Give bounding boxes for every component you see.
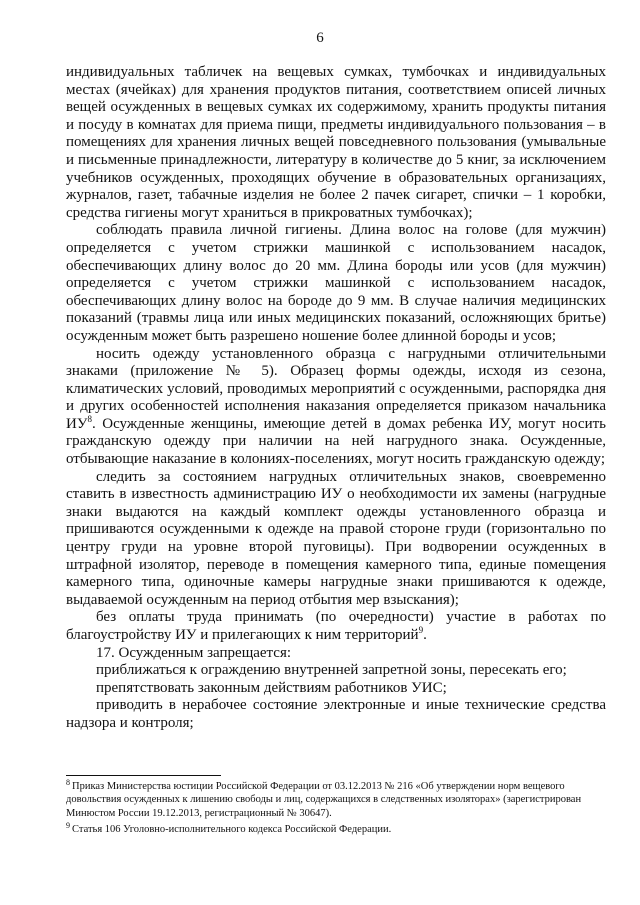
paragraph-hygiene (66, 222, 606, 345)
paragraph-clothing (66, 346, 606, 469)
paragraph-text-continued: . (423, 627, 427, 643)
paragraph-obstruct (66, 680, 606, 698)
paragraph-text: соблюдать правила личной гигиены. Длина волос на голове (для мужчин) определяется с учетом стрижки машинкой с использованием насадок, обеспечивающих длину волос до 20 мм. Длина бороды или усов (для мужчин) определяется с учетом стрижки машинкой с использованием насадок, обеспечивающих длину волос на бороде до 9 мм. В случае наличия медицинских показаний (травмы лица или иных медицинских показаний, осложняющих бритье) осужденным может быть разрешено ношение более длинной бороды и усов; (66, 222, 606, 344)
paragraph-text: носить одежду установленного образца с нагрудными отличительными знаками (приложение № 5). Образец формы одежды, исходя из сезона, климатических условий, проводимых мероприятий с осужденными, распорядка дня и других особенностей исполнения наказания определяется приказом начальника ИУ (66, 345, 606, 432)
paragraph-unpaid-work (66, 609, 606, 644)
paragraph-text: следить за состоянием нагрудных отличительных знаков, своевременно ставить в известность администрацию ИУ о необходимости их замены (нагрудные знаки выдаются на каждый комплект одежды установленного образца и пришиваются осужденными к одежде на правой стороне груди (горизонтально по центру груди на уровне второй пуговицы). При водворении осужденных в штрафной изолятор, переводе в помещения камерного типа, единые помещения камерного типа, одиночные камеры нагрудные знаки пришиваются к одежде, выдаваемой осужденным на период отбытия мер взыскания); (66, 468, 606, 608)
footnotes (66, 777, 606, 840)
footnote-mark: 9 (66, 820, 70, 830)
footnote-text: Статья 106 Уголовно-исполнительного кодекса Российской Федерации. (72, 824, 392, 836)
paragraph-text: приводить в нерабочее состояние электронные и иные технические средства надзора и контроля; (66, 697, 606, 731)
paragraph-text: 17. Осужденным запрещается: (96, 644, 292, 661)
footnote-reference[interactable]: 9 (418, 625, 424, 635)
footnote-8 (66, 777, 606, 820)
footnote-reference[interactable]: 8 (87, 413, 92, 424)
paragraph-text: индивидуальных табличек на вещевых сумках, тумбочках и индивидуальных местах (ячейках) для хранения продуктов питания, соответствием описей личных вещей осужденных в вещевых сумках их содержимому, хранить продукты питания и посуду в комнатах для приема пищи, предметы индивидуального пользования – в помещениях для хранения личных вещей повседневного пользования (умывальные и письменные принадлежности, литературу в количестве до 5 книг, за исключением учебников осужденных, проходящих обучение в образовательных организациях, журналов, газет, табачные изделия не более 2 пачек сигарет, спички – 1 коробки, средства гигиены могут храниться в прикроватных тумбочках); (66, 64, 606, 221)
section-heading-prohibitions (66, 645, 606, 663)
paragraph-text-continued: . Осужденные женщины, имеющие детей в домах ребенка ИУ, могут носить гражданскую одежду при наличии на ней нагрудного знака. Осужденные, отбывающие наказание в колониях-поселениях, могут носить гражданскую одежду; (66, 415, 606, 468)
paragraph-fence (66, 662, 606, 680)
paragraph-text: приближаться к ограждению внутренней запретной зоны, пересекать его; (96, 662, 567, 679)
paragraph-text: без оплаты труда принимать (по очередности) участие в работах по благоустройству ИУ и прилегающих к ним территорий (66, 609, 606, 643)
footnote-mark: 8 (66, 777, 70, 787)
paragraph-text: препятствовать законным действиям работников УИС; (96, 679, 447, 696)
footnote-divider (66, 775, 221, 776)
paragraph-surveillance (66, 697, 606, 732)
body-text (66, 64, 606, 733)
paragraph-badges (66, 469, 606, 610)
paragraph-personal-items (66, 64, 606, 222)
footnote-9 (66, 820, 606, 836)
footnote-text: Приказ Министерства юстиции Российской Федерации от 03.12.2013 № 216 «Об утверждении норм вещевого довольствия осужденных к лишению свободы и лиц, содержащихся в следственных изоляторах» (зарегистрирован Минюстом России 19.12.2013, регистрационный № 30647). (66, 781, 582, 819)
page-number: 6 (316, 30, 324, 46)
